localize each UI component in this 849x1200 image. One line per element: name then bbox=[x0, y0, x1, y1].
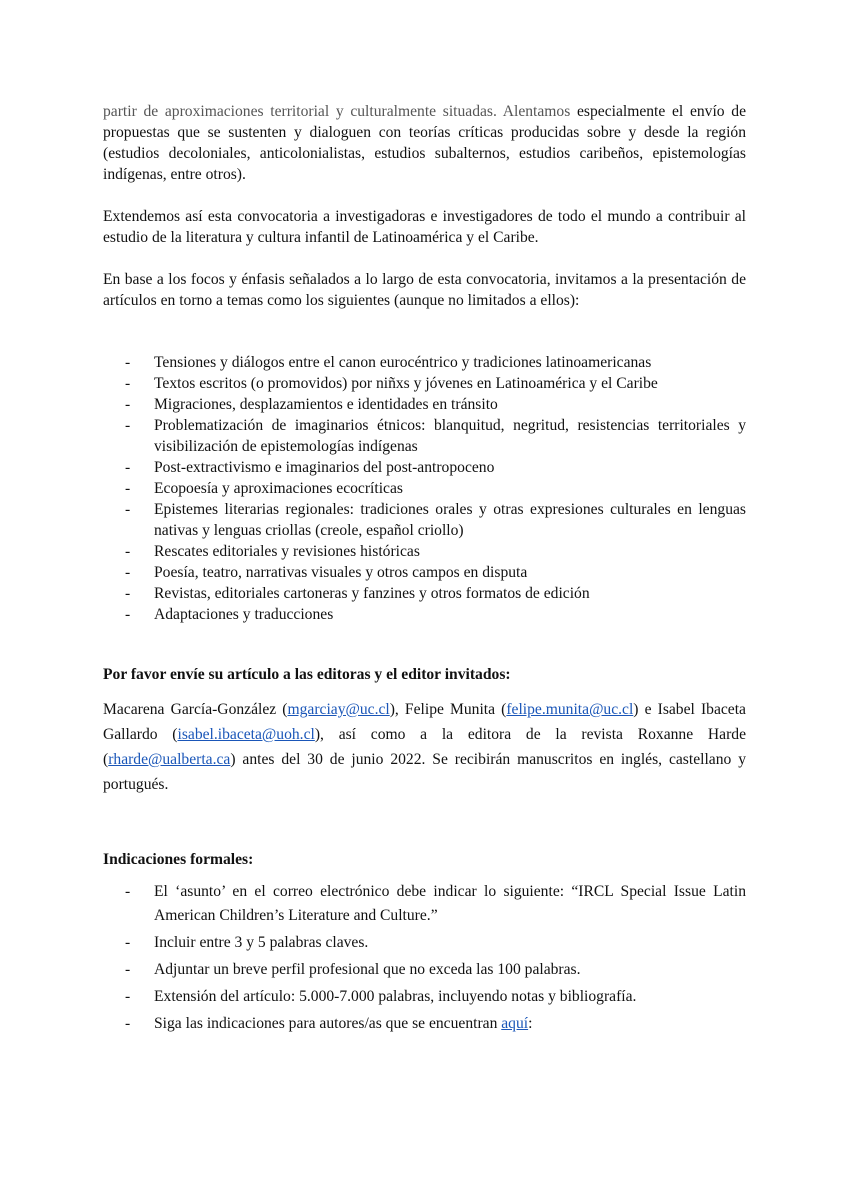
topic-text: Problematización de imaginarios étnicos: blanquitud, negritud, resistencias territoriales y visibilización de epistemologías indígenas bbox=[154, 417, 746, 455]
formal-text: : bbox=[528, 1015, 533, 1032]
bullet-dash: - bbox=[125, 501, 131, 518]
intro-text: especialmente el envío de propuestas que se sustenten y dialoguen con teorías críticas producidas sobre y desde la región (estudios decoloniales, anticolonialistas, estudios subalternos, estudios caribeños, epistemologías indígenas, entre otros). bbox=[103, 103, 746, 183]
topic-item bbox=[103, 541, 746, 562]
bullet-dash: - bbox=[125, 934, 131, 951]
formal-item bbox=[103, 1012, 746, 1036]
bullet-dash: - bbox=[125, 1015, 131, 1032]
intro-paragraph bbox=[103, 101, 746, 185]
topic-text: Migraciones, desplazamientos e identidades en tránsito bbox=[154, 396, 498, 413]
formal-text: Extensión del artículo: 5.000-7.000 palabras, incluyendo notas y bibliografía. bbox=[154, 988, 637, 1005]
contact-text: ), Felipe Munita ( bbox=[389, 701, 507, 718]
email-link-garcia[interactable]: mgarciay@uc.cl bbox=[287, 701, 390, 718]
contact-text: ) e Isabel Ibaceta Gallardo ( bbox=[103, 701, 746, 743]
document-page bbox=[103, 101, 746, 1039]
formal-text: Adjuntar un breve perfil profesional que no exceda las 100 palabras. bbox=[154, 961, 581, 978]
topic-item bbox=[103, 415, 746, 457]
topics-intro-paragraph: En base a los focos y énfasis señalados a lo largo de esta convocatoria, invitamos a la presentación de artículos en torno a temas como los siguientes (aunque no limitados a ellos): bbox=[103, 271, 746, 309]
bullet-dash: - bbox=[125, 606, 131, 623]
formal-text: Incluir entre 3 y 5 palabras claves. bbox=[154, 934, 369, 951]
formal-item bbox=[103, 880, 746, 928]
topic-item bbox=[103, 583, 746, 604]
email-link-munita[interactable]: felipe.munita@uc.cl bbox=[506, 701, 634, 718]
topic-text: Tensiones y diálogos entre el canon eurocéntrico y tradiciones latinoamericanas bbox=[154, 354, 652, 371]
contact-paragraph bbox=[103, 697, 746, 797]
topic-item bbox=[103, 373, 746, 394]
topic-text: Epistemes literarias regionales: tradiciones orales y otras expresiones culturales en lenguas nativas y lenguas criollas (creole, español criollo) bbox=[154, 501, 746, 539]
topic-item bbox=[103, 457, 746, 478]
call-paragraph: Extendemos así esta convocatoria a investigadoras e investigadores de todo el mundo a contribuir al estudio de la literatura y cultura infantil de Latinoamérica y el Caribe. bbox=[103, 208, 746, 246]
formal-item bbox=[103, 958, 746, 982]
intro-gray-text: partir de aproximaciones territorial y culturalmente situadas. Alentamos bbox=[103, 103, 571, 120]
topic-item bbox=[103, 562, 746, 583]
bullet-dash: - bbox=[125, 585, 131, 602]
topic-item bbox=[103, 478, 746, 499]
submit-heading: Por favor envíe su artículo a las editoras y el editor invitados: bbox=[103, 666, 511, 683]
topic-text: Revistas, editoriales cartoneras y fanzines y otros formatos de edición bbox=[154, 585, 590, 602]
topic-item bbox=[103, 394, 746, 415]
topic-text: Post-extractivismo e imaginarios del post-antropoceno bbox=[154, 459, 495, 476]
bullet-dash: - bbox=[125, 564, 131, 581]
bullet-dash: - bbox=[125, 961, 131, 978]
formal-heading: Indicaciones formales: bbox=[103, 851, 254, 868]
topic-item bbox=[103, 499, 746, 541]
bullet-dash: - bbox=[125, 354, 131, 371]
author-guidelines-link[interactable]: aquí bbox=[501, 1015, 529, 1032]
bullet-dash: - bbox=[125, 480, 131, 497]
bullet-dash: - bbox=[125, 396, 131, 413]
topic-text: Rescates editoriales y revisiones históricas bbox=[154, 543, 420, 560]
email-link-harde[interactable]: rharde@ualberta.ca bbox=[108, 751, 231, 768]
formal-item bbox=[103, 985, 746, 1009]
topic-text: Poesía, teatro, narrativas visuales y otros campos en disputa bbox=[154, 564, 528, 581]
topic-item bbox=[103, 352, 746, 373]
formal-item bbox=[103, 931, 746, 955]
bullet-dash: - bbox=[125, 988, 131, 1005]
formal-text: Siga las indicaciones para autores/as que se encuentran bbox=[154, 1015, 502, 1032]
bullet-dash: - bbox=[125, 459, 131, 476]
formal-text: El ‘asunto’ en el correo electrónico debe indicar lo siguiente: “IRCL Special Issue Latin American Children’s Literature and Culture.” bbox=[154, 883, 746, 924]
bullet-dash: - bbox=[125, 417, 131, 434]
topic-text: Textos escritos (o promovidos) por niñxs y jóvenes en Latinoamérica y el Caribe bbox=[154, 375, 658, 392]
topic-text: Ecopoesía y aproximaciones ecocríticas bbox=[154, 480, 403, 497]
bullet-dash: - bbox=[125, 375, 131, 392]
formal-list bbox=[103, 880, 746, 1036]
contact-text: Macarena García-González ( bbox=[103, 701, 288, 718]
contact-text: ) antes del 30 de junio 2022. Se recibirán manuscritos en inglés, castellano y portugués. bbox=[103, 751, 746, 793]
bullet-dash: - bbox=[125, 883, 131, 900]
topic-item bbox=[103, 604, 746, 625]
topics-list bbox=[103, 352, 746, 625]
topic-text: Adaptaciones y traducciones bbox=[154, 606, 334, 623]
bullet-dash: - bbox=[125, 543, 131, 560]
contact-text: ), así como a la editora de la revista Roxanne Harde ( bbox=[103, 726, 746, 768]
email-link-ibaceta[interactable]: isabel.ibaceta@uoh.cl bbox=[177, 726, 315, 743]
